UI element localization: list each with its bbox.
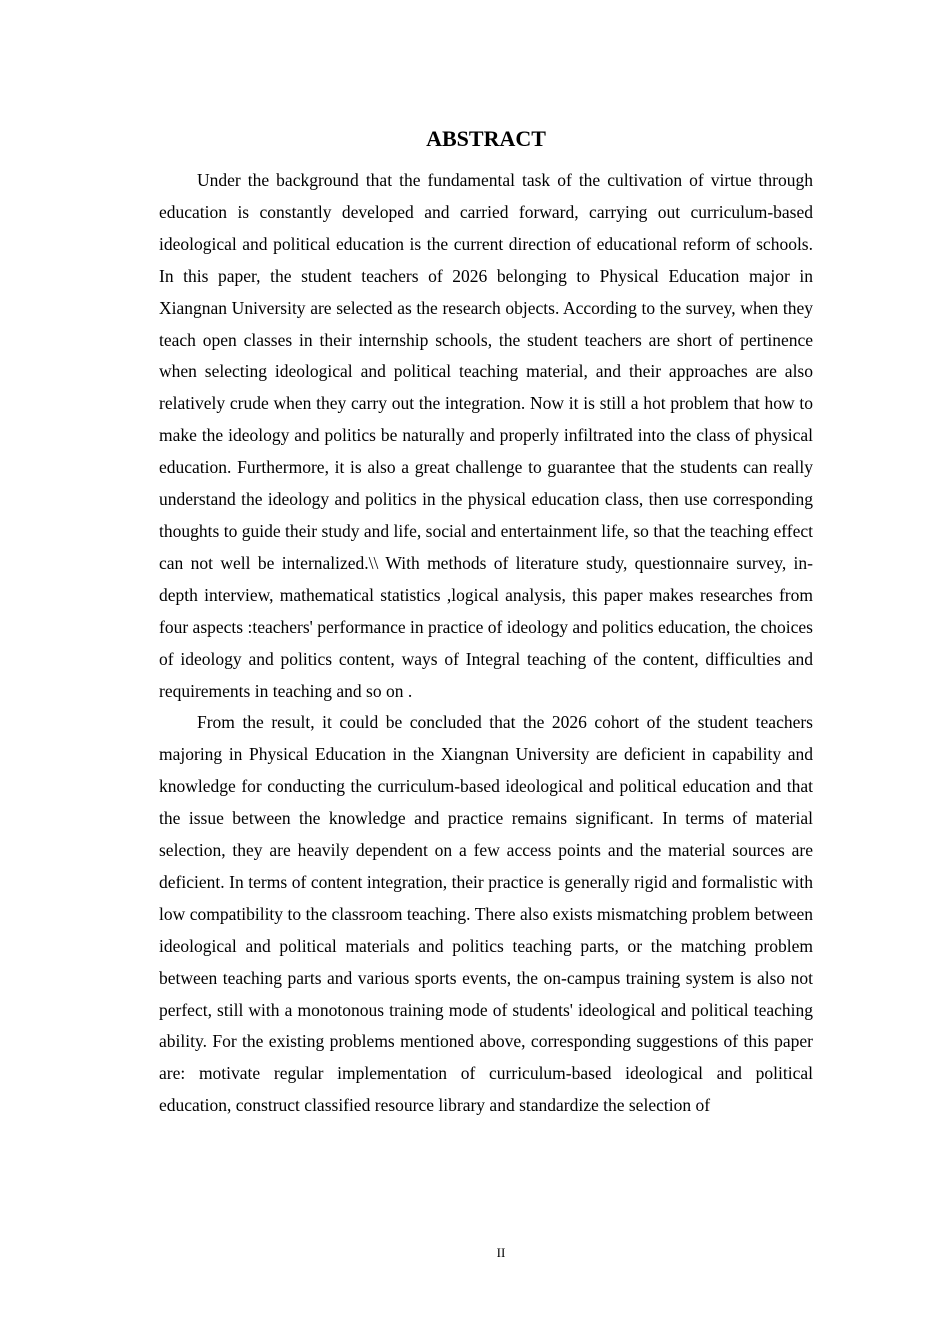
page-number: II [496, 1245, 506, 1260]
abstract-body [159, 165, 813, 1122]
abstract-paragraph-1: Under the background that the fundamental task of the cultivation of virtue through education is constantly developed and carried forward, carrying out curriculum-based ideological and political education is the current direction of educational reform of schools. In this paper, the student teachers of 2026 belonging to Physical Education major in Xiangnan University are selected as the research objects. According to the survey, when they teach open classes in their internship schools, the student teachers are short of pertinence when selecting ideological and political teaching material, and their approaches are also relatively crude when they carry out the integration. Now it is still a hot problem that how to make the ideology and politics be naturally and properly infiltrated into the class of physical education. Furthermore, it is also a great challenge to guarantee that the students can really understand the ideology and politics in the physical education class, then use corresponding thoughts to guide their study and life, social and entertainment life, so that the teaching effect can not well be internalized.\\ With methods of literature study, questionnaire survey, in-depth interview, mathematical statistics ,logical analysis, this paper makes researches from four aspects :teachers' performance in practice of ideology and politics education, the choices of ideology and politics content, ways of Integral teaching of the content, difficulties and requirements in teaching and so on . [159, 170, 813, 701]
abstract-title: ABSTRACT [426, 126, 546, 151]
abstract-paragraph-2: From the result, it could be concluded that the 2026 cohort of the student teachers majoring in Physical Education in the Xiangnan University are deficient in capability and knowledge for conducting the curriculum-based ideological and political education and that the issue between the knowledge and practice remains significant. In terms of material selection, they are heavily dependent on a few access points and the material sources are deficient. In terms of content integration, their practice is generally rigid and formalistic with low compatibility to the classroom teaching. There also exists mismatching problem between ideological and political materials and politics teaching parts, or the matching problem between teaching parts and various sports events, the on-campus training system is also not perfect, still with a monotonous training mode of students' ideological and political teaching ability. For the existing problems mentioned above, corresponding suggestions of this paper are: motivate regular implementation of curriculum-based ideological and political education, construct classified resource library and standardize the selection of [159, 712, 813, 1116]
